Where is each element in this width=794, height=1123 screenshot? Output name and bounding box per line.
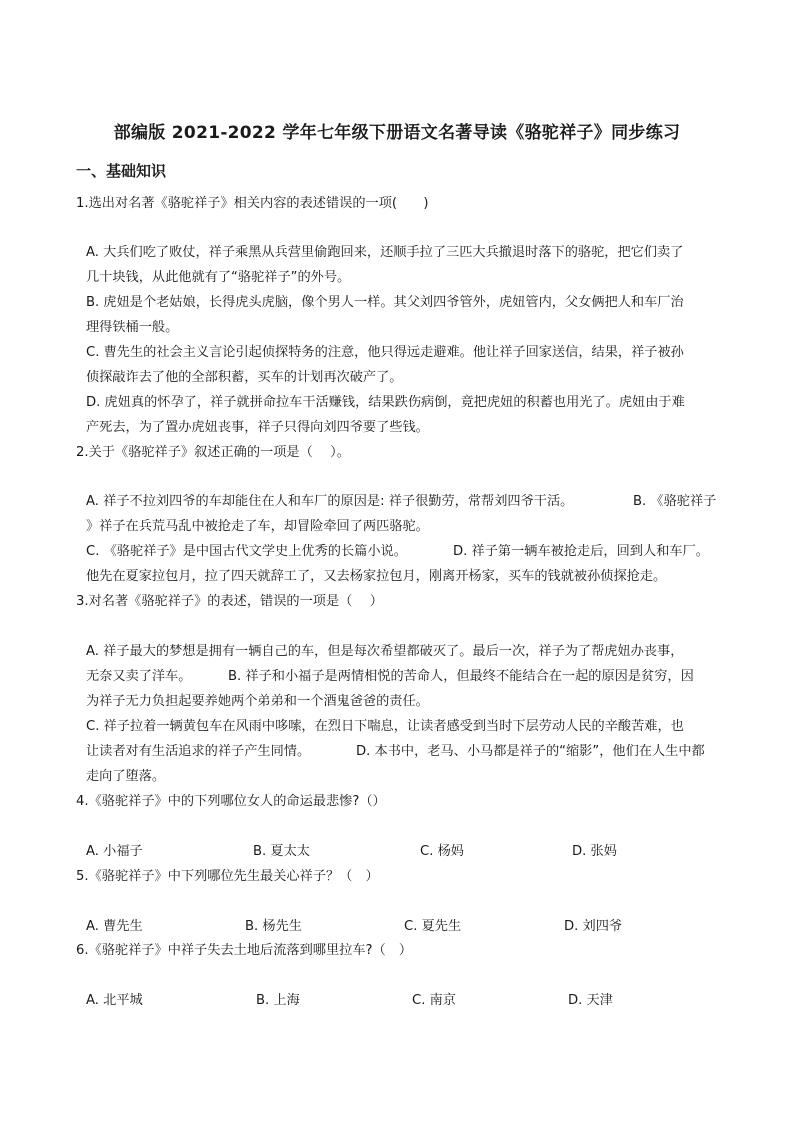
question-1-option-a-line1: A. 大兵们吃了败仗，祥子乘黑从兵营里偷跑回来，还顺手拉了三匹大兵撤退时落下的骆驼，把它们卖了 bbox=[86, 245, 684, 260]
question-3-option-c-line1: C. 祥子拉着一辆黄包车在风雨中哆嗦，在烈日下喘息，让读者感受到当时下层劳动人民的辛酸苦难，也 bbox=[86, 719, 684, 734]
question-6-option-a: A. 北平城 bbox=[86, 993, 143, 1008]
question-3-option-d-line2: 走向了堕落。 bbox=[86, 769, 166, 784]
question-3-option-b-line2: 为祥子无力负担起要养她两个弟弟和一个酒鬼爸爸的责任。 bbox=[86, 694, 429, 709]
question-4-option-b: B. 夏太太 bbox=[253, 844, 310, 859]
question-3-option-c-line2: 让读者对有生活追求的祥子产生同情。 bbox=[86, 744, 311, 759]
question-3-option-a-line1: A. 祥子最大的梦想是拥有一辆自己的车，但是每次希望都破灭了。最后一次，祥子为了帮虎妞办丧事， bbox=[86, 644, 684, 659]
question-1-option-c-line1: C. 曹先生的社会主义言论引起侦探特务的注意，他只得远走避难。他让祥子回家送信，结果，祥子被孙 bbox=[86, 345, 684, 360]
question-6-option-b: B. 上海 bbox=[256, 993, 300, 1008]
question-5-option-c: C. 夏先生 bbox=[404, 919, 462, 934]
question-6-stem: 6.《骆驼祥子》中祥子失去土地后流落到哪里拉车?（ ） bbox=[76, 943, 413, 958]
question-1-option-d-line2: 产死去，为了置办虎妞丧事，祥子只得向刘四爷要了些钱。 bbox=[86, 420, 429, 435]
document-title: 部编版 2021-2022 学年七年级下册语文名著导读《骆驼祥子》同步练习 bbox=[113, 123, 681, 143]
question-3-stem: 3.对名著《骆驼祥子》的表述，错误的一项是（ ） bbox=[76, 594, 383, 609]
section-heading: 一、基础知识 bbox=[76, 162, 167, 180]
question-3-option-a-line2: 无奈又卖了洋车。 bbox=[86, 669, 192, 684]
question-5-stem: 5.《骆驼祥子》中下列哪位先生最关心祥子？（ ） bbox=[76, 869, 379, 884]
question-4-option-d: D. 张妈 bbox=[572, 844, 617, 859]
question-2-option-c: C. 《骆驼祥子》是中国古代文学史上优秀的长篇小说。 bbox=[86, 544, 407, 559]
question-5-option-a: A. 曹先生 bbox=[86, 919, 143, 934]
question-3-option-b-line1: B. 祥子和小福子是两情相悦的苦命人，但最终不能结合在一起的原因是贫穷，因 bbox=[228, 669, 694, 684]
question-5-option-b: B. 杨先生 bbox=[245, 919, 302, 934]
question-3-option-d-line1: D. 本书中，老马、小马都是祥子的“缩影”，他们在人生中都 bbox=[356, 744, 705, 759]
question-1-option-b-line1: B. 虎妞是个老姑娘，长得虎头虎脑，像个男人一样。其父刘四爷管外，虎妞管内，父女俩把人和车厂治 bbox=[86, 295, 684, 310]
question-2-stem: 2.关于《骆驼祥子》叙述正确的一项是（ ）。 bbox=[76, 445, 350, 460]
question-1-option-c-line2: 侦探敲诈去了他的全部积蓄，买车的计划再次破产了。 bbox=[86, 370, 403, 385]
question-4-stem: 4.《骆驼祥子》中的下列哪位女人的命运最悲惨?（） bbox=[76, 794, 386, 809]
question-2-option-d-line2: 他先在夏家拉包月，拉了四天就辞工了，又去杨家拉包月，刚离开杨家，买车的钱就被孙侦探抢走。 bbox=[86, 569, 667, 584]
question-2-option-d-line1: D. 祥子第一辆车被抢走后，回到人和车厂。 bbox=[453, 544, 709, 559]
question-6-option-c: C. 南京 bbox=[412, 993, 456, 1008]
question-2-option-b-line1: B. 《骆驼祥子 bbox=[633, 494, 717, 509]
question-6-option-d: D. 天津 bbox=[568, 993, 613, 1008]
question-1-option-a-line2: 几十块钱，从此他就有了“骆驼祥子”的外号。 bbox=[86, 270, 351, 285]
question-1-option-d-line1: D. 虎妞真的怀孕了，祥子就拼命拉车干活赚钱，结果跌伤病倒，竟把虎妞的积蓄也用光了。虎妞由于难 bbox=[86, 395, 685, 410]
question-5-option-d: D. 刘四爷 bbox=[564, 919, 623, 934]
question-2-option-a: A. 祥子不拉刘四爷的车却能住在人和车厂的原因是: 祥子很勤劳，常帮刘四爷干活。 bbox=[86, 494, 574, 509]
question-4-option-a: A. 小福子 bbox=[86, 844, 143, 859]
question-1-option-b-line2: 理得铁桶一般。 bbox=[86, 320, 179, 335]
question-1-stem: 1.选出对名著《骆驼祥子》相关内容的表述错误的一项( ) bbox=[76, 196, 429, 211]
question-2-option-b-line2: 》祥子在兵荒马乱中被抢走了车，却冒险牵回了两匹骆驼。 bbox=[86, 519, 429, 534]
question-4-option-c: C. 杨妈 bbox=[420, 844, 464, 859]
